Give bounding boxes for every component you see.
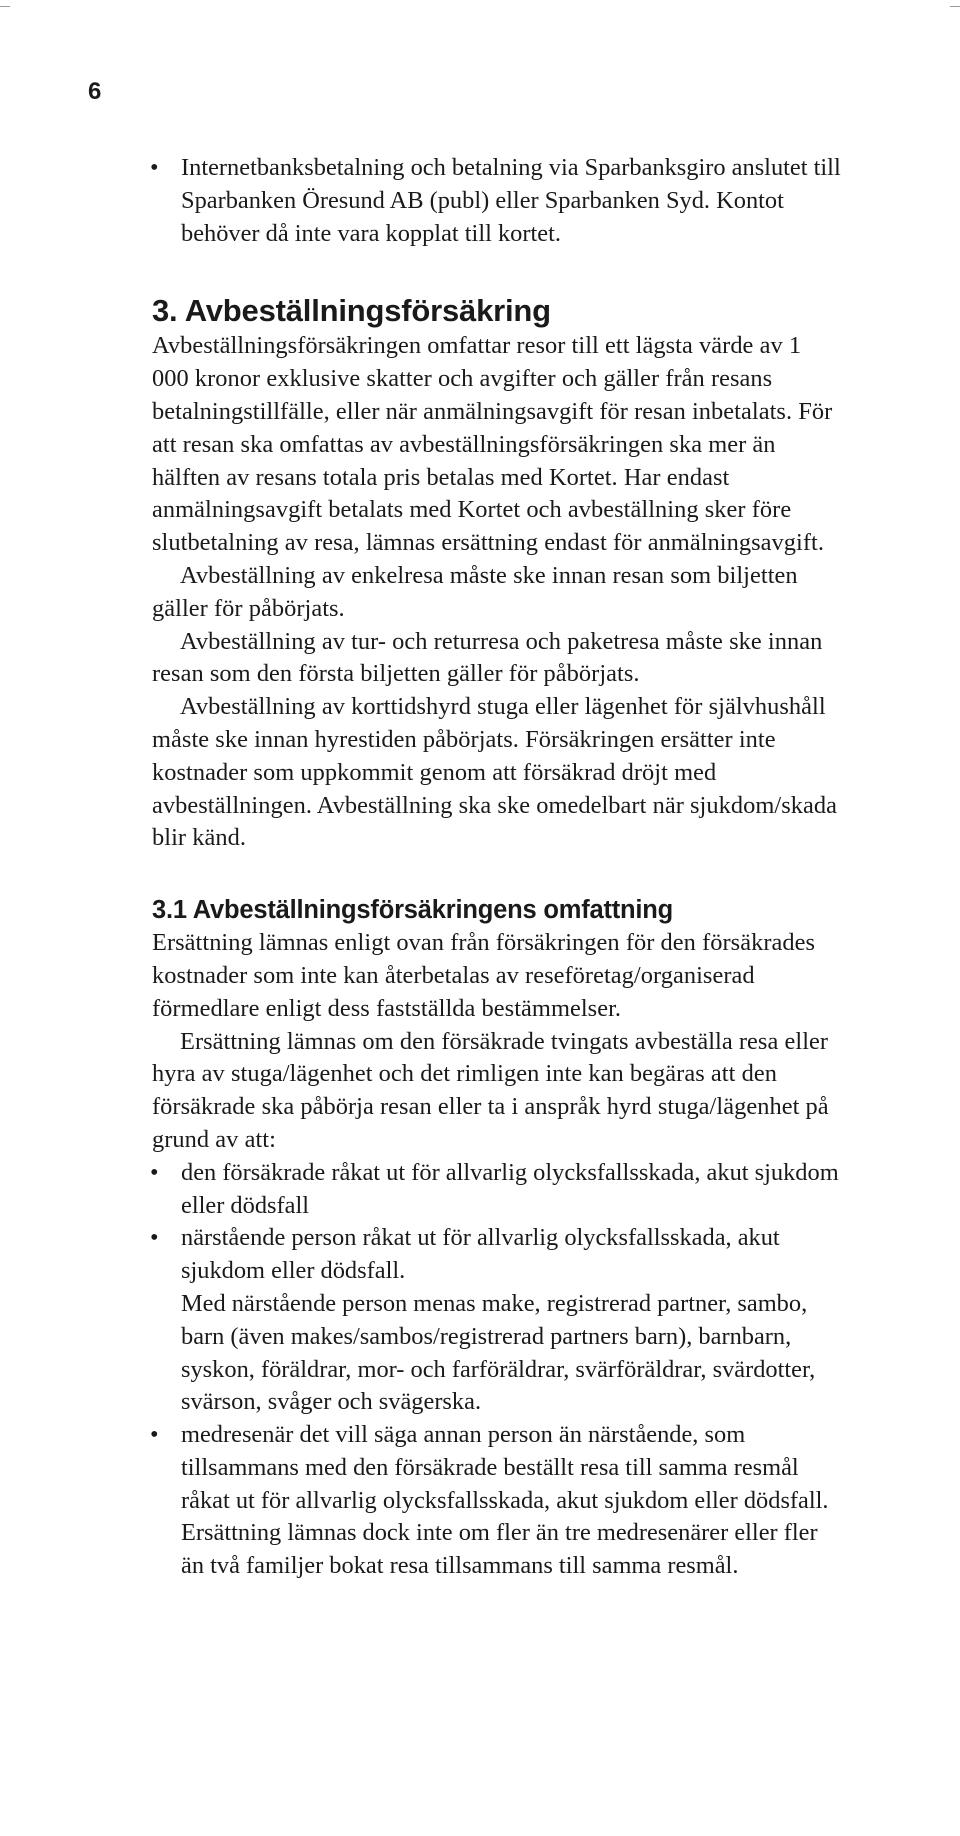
intro-bullet-text: Internetbanksbetalning och betalning via Sparbanksgiro anslutet till Sparbanken Öresund AB (publ) eller Sparbanken Syd. Kontot behöver då inte vara kopplat till kortet.	[181, 154, 841, 247]
crop-mark-right	[950, 6, 960, 7]
bullet-marker: •	[150, 1421, 159, 1449]
section-3-heading: 3. Avbeställningsförsäkring	[152, 293, 551, 329]
section-3-paragraph: Avbeställning av korttidshyrd stuga eller lägenhet för självhushåll måste ske innan hyrestiden påbörjats. Försäkringen ersätter inte kostnader som uppkommit genom att försäkrad dröjt med avbeställningen. Avbeställning ska ske omedelbart när sjukdom/skada blir känd.	[152, 693, 837, 852]
bullet-marker: •	[150, 1158, 159, 1186]
section-3-1-heading: 3.1 Avbeställningsförsäkringens omfattning	[152, 896, 674, 925]
condition-bullet-text: den försäkrade råkat ut för allvarlig olycksfallsskada, akut sjukdom eller dödsfall	[181, 1158, 839, 1219]
condition-bullet-text: medresenär det vill säga annan person än närstående, som tillsammans med den försäkrade beställt resa till samma resmål råkat ut för allvarlig olycksfallsskada, akut sjukdom eller dödsfall. Ersättning lämnas dock inte om fler än tre medresenärer eller fler än två familjer bokat resa tillsammans till samma resmål.	[181, 1421, 829, 1580]
section-3-paragraph: Avbeställning av enkelresa måste ske innan resan som biljetten gäller för påbörjats.	[152, 561, 798, 622]
section-3-1-paragraph: Ersättning lämnas om den försäkrade tvingats avbeställa resa eller hyra av stuga/lägenhet och det rimligen inte kan begäras att den försäkrade ska påbörja resan eller ta i anspråk hyrd stuga/lägenhet på grund av att:	[152, 1027, 829, 1153]
page-number: 6	[88, 78, 102, 105]
intro-bullet-item	[152, 152, 842, 250]
condition-bullet-text: närstående person råkat ut för allvarlig olycksfallsskada, akut sjukdom eller dödsfall.	[181, 1224, 780, 1285]
section-3-1-paragraph: Ersättning lämnas enligt ovan från försäkringen för den försäkrades kostnader som inte kan återbetalas av reseföretag/organiserad förmedlare enligt dess fastställda bestämmelser.	[152, 929, 816, 1022]
condition-bullet-item	[152, 1222, 842, 1288]
document-body	[152, 152, 842, 1583]
bullet-marker: •	[150, 1224, 159, 1252]
section-3-paragraph: Avbeställning av tur- och returresa och paketresa måste ske innan resan som den första biljetten gäller för påbörjats.	[152, 627, 823, 688]
section-3-paragraph: Avbeställningsförsäkringen omfattar resor till ett lägsta värde av 1 000 kronor exklusive skatter och avgifter och gäller från resans betalningstillfälle, eller när anmälningsavgift för resan inbetalats. För att resan ska omfattas av avbeställningsförsäkringen ska mer än hälften av resans totala pris betalas med Kortet. Har endast anmälningsavgift betalats med Kortet och avbeställning sker före slutbetalning av resa, lämnas ersättning endast för anmälningsavgift.	[152, 332, 833, 557]
condition-bullet-item	[152, 1157, 842, 1223]
condition-bullet-subtext: Med närstående person menas make, registrerad partner, sambo, barn (även makes/sambos/registrerad partners barn), barnbarn, syskon, föräldrar, mor- och farföräldrar, svärföräldrar, svärdotter, svärson, svåger och svägerska.	[181, 1289, 816, 1416]
condition-bullet-item	[152, 1419, 842, 1583]
bullet-marker: •	[150, 154, 159, 181]
crop-mark-left	[0, 6, 10, 7]
